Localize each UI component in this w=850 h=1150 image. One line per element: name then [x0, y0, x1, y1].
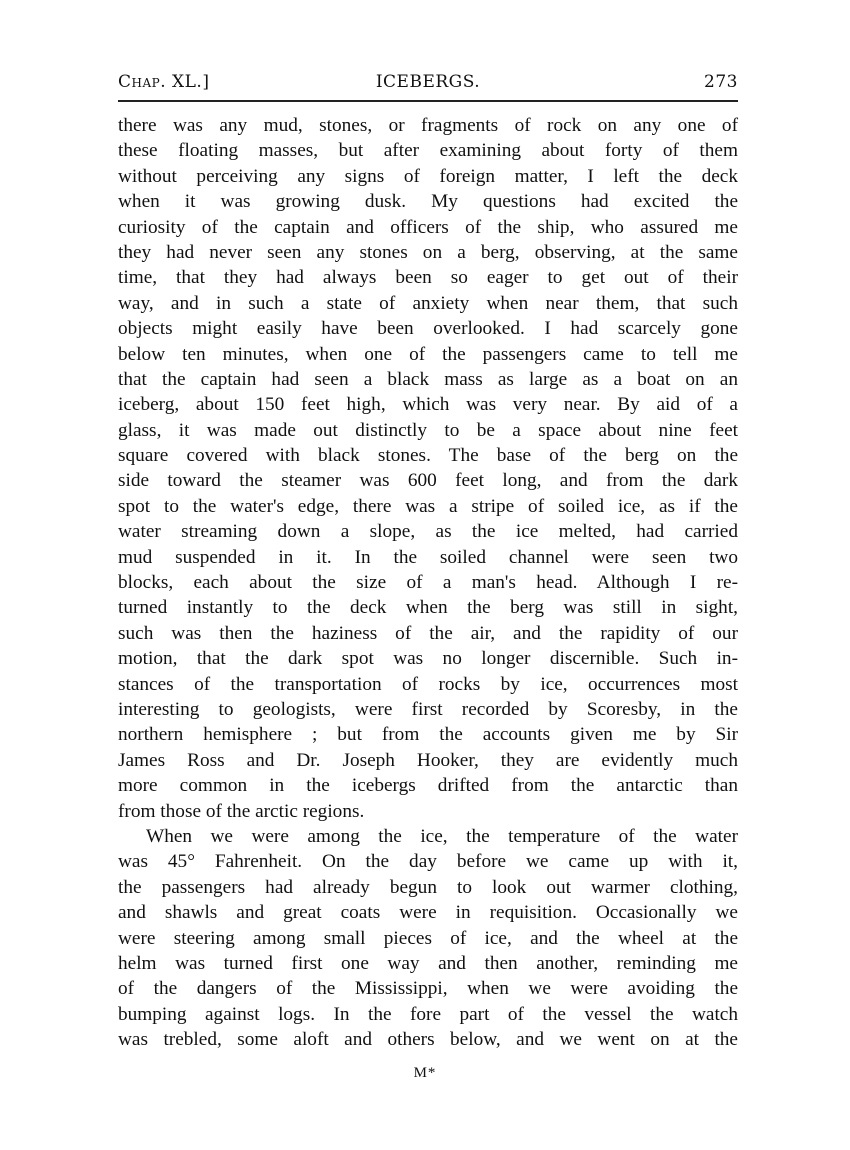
text-line: that the captain had seen a black mass as large as a boat on an: [118, 368, 738, 390]
page-heading: ICEBERGS.: [375, 72, 481, 92]
text-line: way, and in such a state of anxiety when near them, that such: [118, 292, 738, 314]
header-rule: [118, 100, 738, 102]
text-line: blocks, each about the size of a man's head. Although I re-: [118, 572, 738, 594]
text-line: spot to the water's edge, there was a stripe of soiled ice, as if the: [118, 495, 738, 517]
text-line: side toward the steamer was 600 feet long, and from the dark: [118, 470, 738, 492]
text-line: mud suspended in it. In the soiled channel were seen two: [118, 546, 738, 568]
text-line: bumping against logs. In the fore part of the vessel the watch: [118, 1003, 738, 1025]
text-line: below ten minutes, when one of the passengers came to tell me: [118, 343, 738, 365]
text-line: stances of the transportation of rocks by ice, occurrences most: [118, 673, 738, 695]
text-line: objects might easily have been overlooked. I had scarcely gone: [118, 318, 738, 340]
text-line: helm was turned first one way and then another, reminding me: [118, 952, 738, 974]
text-line: time, that they had always been so eager to get out of their: [118, 267, 738, 289]
text-line: James Ross and Dr. Joseph Hooker, they are evidently much: [118, 749, 738, 771]
text-line: square covered with black stones. The base of the berg on the: [118, 445, 738, 467]
text-line: When we were among the ice, the temperature of the water: [146, 825, 738, 847]
chapter-label: Chap. XL.]: [118, 72, 210, 92]
text-line: without perceiving any signs of foreign matter, I left the deck: [118, 165, 738, 187]
text-line: the passengers had already begun to look out warmer clothing,: [118, 876, 738, 898]
text-line: glass, it was made out distinctly to be a space about nine feet: [118, 419, 738, 441]
text-line: were steering among small pieces of ice, and the wheel at the: [118, 927, 738, 949]
page-number: 273: [704, 72, 738, 92]
text-line: motion, that the dark spot was no longer discernible. Such in-: [118, 648, 738, 670]
text-line: such was then the haziness of the air, and the rapidity of our: [118, 622, 738, 644]
text-line: these floating masses, but after examining about forty of them: [118, 140, 738, 162]
signature-mark: M*: [413, 1065, 437, 1081]
text-line: was 45° Fahrenheit. On the day before we came up with it,: [118, 851, 738, 873]
text-line: interesting to geologists, were first recorded by Scoresby, in the: [118, 698, 738, 720]
text-line: more common in the icebergs drifted from the antarctic than: [118, 775, 738, 797]
text-line: iceberg, about 150 feet high, which was very near. By aid of a: [118, 394, 738, 416]
text-line: they had never seen any stones on a berg, observing, at the same: [118, 241, 738, 263]
running-head: [118, 72, 738, 98]
text-line: turned instantly to the deck when the berg was still in sight,: [118, 597, 738, 619]
text-line: northern hemisphere ; but from the accounts given me by Sir: [118, 724, 738, 746]
text-line: there was any mud, stones, or fragments of rock on any one of: [118, 115, 738, 136]
text-line: of the dangers of the Mississippi, when we were avoiding the: [118, 978, 738, 1000]
body-text: [118, 113, 738, 1052]
text-line: curiosity of the captain and officers of the ship, who assured me: [118, 216, 738, 238]
text-line: was trebled, some aloft and others below, and we went on at the: [118, 1029, 738, 1051]
text-line: and shawls and great coats were in requisition. Occasionally we: [118, 902, 738, 924]
text-line: when it was growing dusk. My questions had excited the: [118, 191, 738, 213]
text-line: water streaming down a slope, as the ice melted, had carried: [118, 521, 738, 543]
text-line: from those of the arctic regions.: [118, 800, 365, 822]
